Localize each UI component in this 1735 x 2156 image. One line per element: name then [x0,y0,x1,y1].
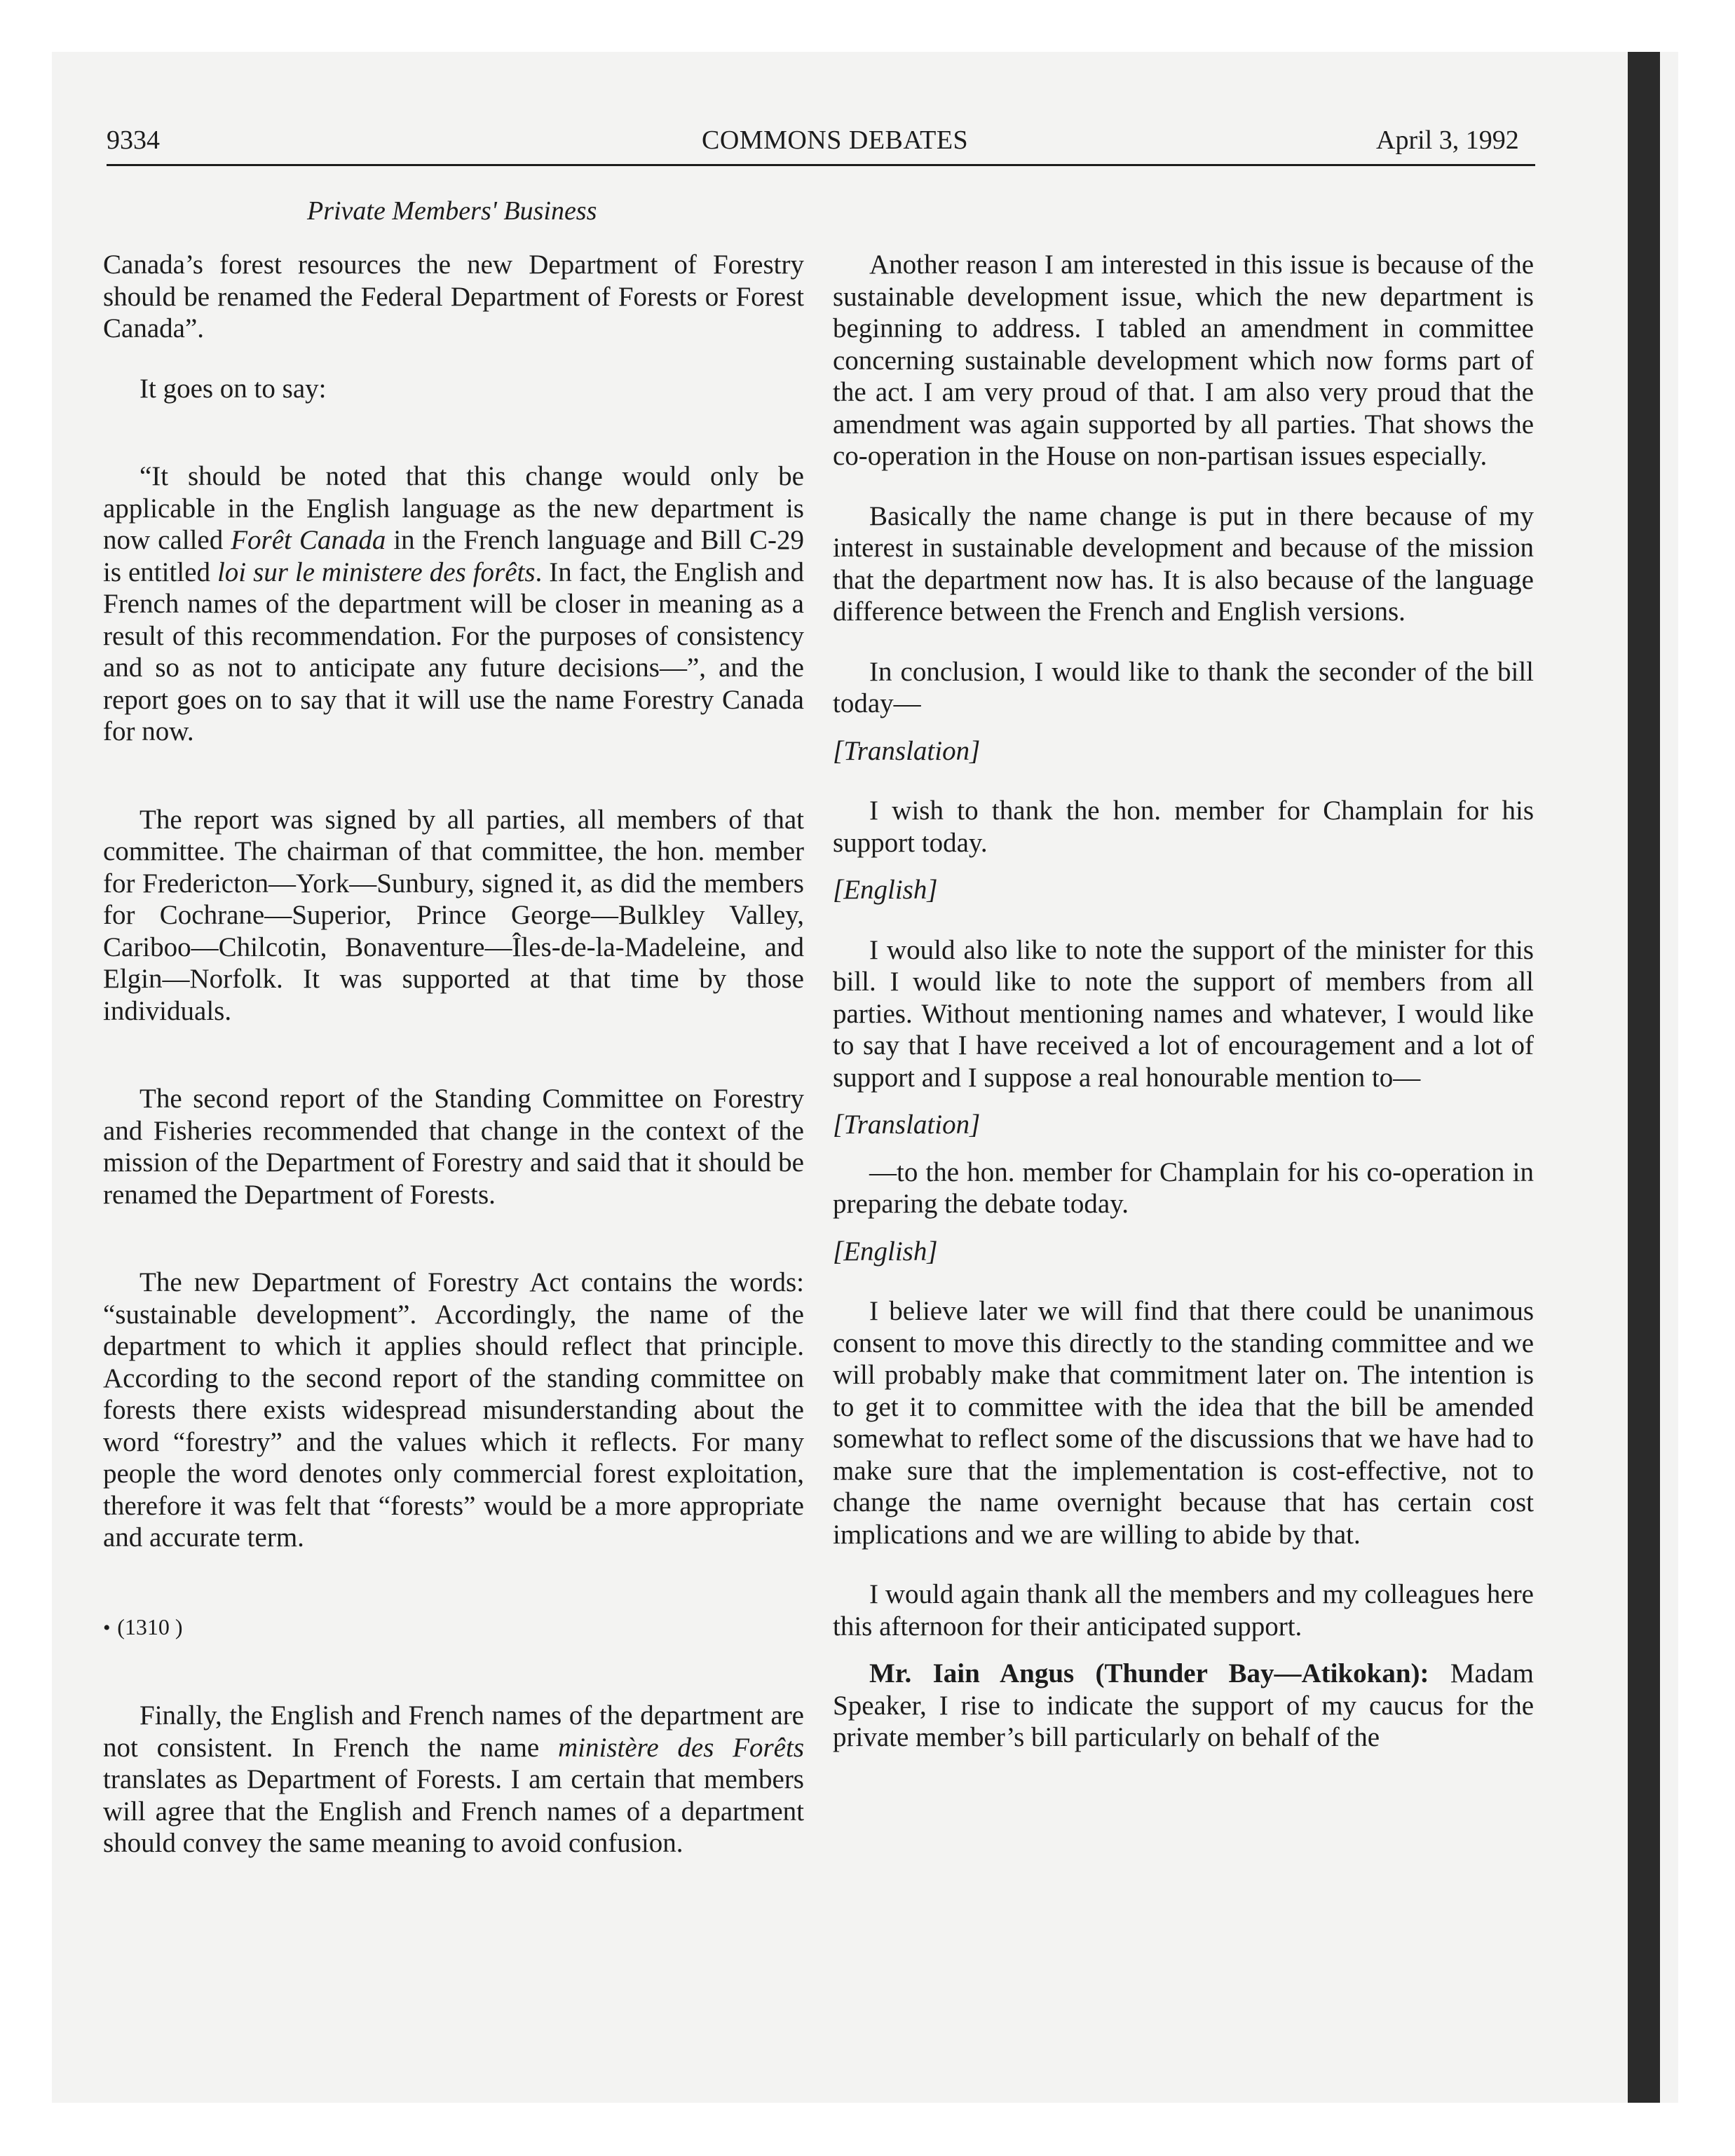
paragraph: I would again thank all the members and my colleagues here this afternoon for their anticipated support. [833,1579,1534,1642]
page-number: 9334 [107,125,160,155]
running-title: COMMONS DEBATES [702,125,969,155]
section-label: Private Members' Business [307,196,597,226]
language-label: [English] [833,875,938,905]
paragraph: Finally, the English and French names of the department are not consistent. In French the name ministère des Forêts translates as Department of Forests. I am certain that members will agree that the English and French names of a department should convey the same meaning to avoid confusion. [103,1700,805,1858]
paragraph: I would also like to note the support of the minister for this bill. I would like to note the support of members from all parties. Without mentioning names and whatever, I would like to say that I have received a lot of encouragement and a lot of support and I suppose a real honourable mention to— [833,934,1534,1093]
paragraph: I wish to thank the hon. member for Champlain for his support today. [833,796,1534,858]
left-column [103,249,804,1860]
scan-edge-shadow [1628,52,1660,2103]
speaker-name: Mr. Iain Angus (Thunder Bay—Atikokan): [869,1658,1429,1688]
paragraph: The second report of the Standing Committee on Forestry and Fisheries recommended that change in the context of the mission of the Department of Forestry and said that it should be renamed the Department of Forests. [103,1084,804,1210]
paragraph: The new Department of Forestry Act contains the words: “sustainable development”. Accordingly, the name of the department to which it applies should reflect that principle. According to the second report of the standing committee on forests there exists widespread misunderstanding about the word “forestry” and the values which it reflects. For many people the word denotes only commercial forest exploitation, therefore it was felt that “forests” would be a more appropriate and accurate term. [103,1267,804,1553]
quoted-paragraph: “It should be noted that this change would only be applicable in the English language as the new department is now called Forêt Canada in the French language and Bill C-29 is entitled loi sur le ministere des forêts. In fact, the English and French names of the department will be closer in meaning as a result of this recommendation. For the purposes of consistency and so as not to anticipate any future decisions—”, and the report goes on to say that it will use the name Forestry Canada for now. [103,461,804,746]
language-label: [English] [833,1236,938,1267]
language-label: [Translation] [833,1110,981,1140]
paragraph: Basically the name change is put in there because of my interest in sustainable development and because of the mission that the department now has. It is also because of the language difference between the French and English versions. [833,500,1534,627]
right-column [833,249,1534,1754]
speaker-paragraph: Mr. Iain Angus (Thunder Bay—Atikokan): Madam Speaker, I rise to indicate the support of my caucus for the private member’s bill particularly on behalf of the [833,1658,1534,1752]
bullet-icon: • [103,1616,111,1639]
paragraph: —to the hon. member for Champlain for his co-operation in preparing the debate today. [833,1157,1534,1219]
paragraph: I believe later we will find that there could be unanimous consent to move this directly to the standing committee and we will probably make that commitment later on. The intention is to get it to committee with the idea that the bill be amended somewhat to reflect some of the discussions that we have had to make sure that the implementation is cost-effective, not to change the name overnight because that has certain cost implications and we are willing to abide by that. [833,1296,1534,1550]
paragraph: Canada’s forest resources the new Department of Forestry should be renamed the Federal Department of Forests or Forest Canada”. [103,250,804,343]
header-date: April 3, 1992 [1376,125,1519,155]
header-rule [107,164,1535,166]
time-stamp: • (1310 ) [103,1613,183,1639]
language-label: [Translation] [833,735,981,766]
paragraph: Another reason I am interested in this issue is because of the sustainable development issue, which the new department is beginning to address. I tabled an amendment in committee concerning sustainable development which now forms part of the act. I am very proud of that. I am also very proud that the amendment was again supported by all parties. That shows the co-operation in the House on non-partisan issues especially. [833,250,1534,471]
paragraph: In conclusion, I would like to thank the seconder of the bill today— [833,656,1534,718]
paragraph: It goes on to say: [140,373,327,404]
paragraph: The report was signed by all parties, all members of that committee. The chairman of that committee, the hon. member for Fredericton—York—Sunbury, signed it, as did the members for Cochrane—Superior, Prince George—Bulkley Valley, Cariboo—Chilcotin, Bonaventure—Îles-de-la-Madeleine, and Elgin—Norfolk. It was supported at that time by those individuals. [103,804,804,1026]
